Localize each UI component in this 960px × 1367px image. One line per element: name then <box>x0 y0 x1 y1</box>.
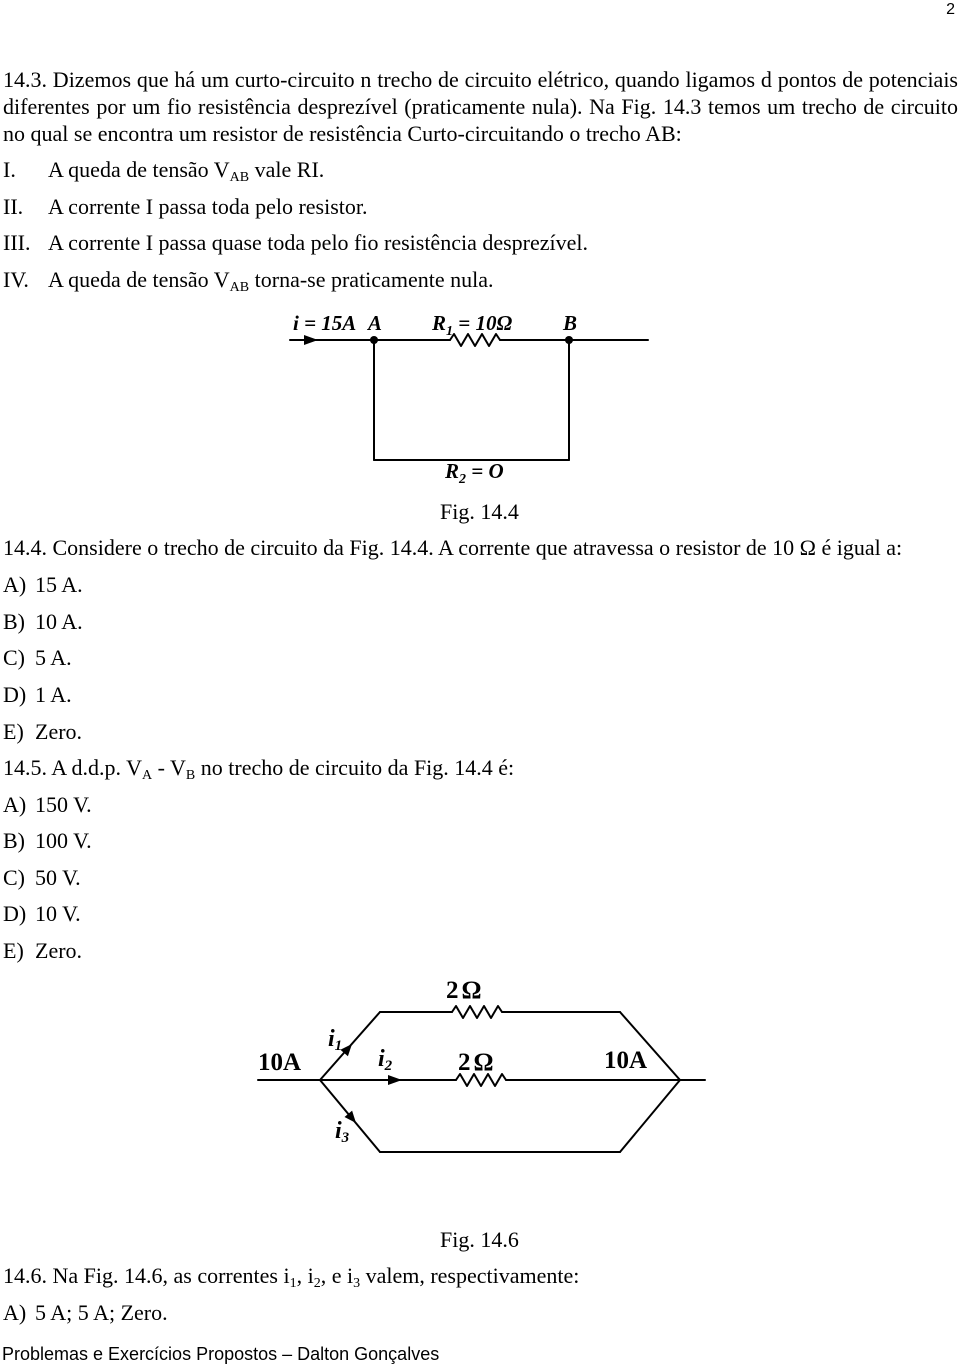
subscript: AB <box>229 170 250 185</box>
current-label: i = 15A <box>293 311 357 335</box>
q14-5-text-mid: - V <box>152 755 186 780</box>
r2-label-value: = O <box>466 459 504 483</box>
statement-text-pre: A queda de tensão V <box>48 157 230 182</box>
i1-label-subscript: 1 <box>334 1038 343 1054</box>
option-text: 100 V. <box>35 828 92 853</box>
r2-label <box>444 459 504 487</box>
option-letter: A) <box>3 1300 27 1325</box>
option-letter: D) <box>3 901 27 926</box>
option-text: 1 A. <box>35 682 72 707</box>
option-letter: E) <box>3 938 24 963</box>
output-current-label: 10A <box>604 1047 648 1074</box>
statement-text: A corrente I passa toda pelo resistor. <box>48 194 368 219</box>
option-text: 150 V. <box>35 792 92 817</box>
option-text: 10 V. <box>35 901 81 926</box>
statement-text-pre: A queda de tensão V <box>48 267 230 292</box>
statement-text <box>48 267 493 293</box>
i2-label-symbol: i <box>378 1046 385 1072</box>
q14-5-option-a <box>3 792 903 818</box>
q14-6-option-a <box>3 1300 903 1326</box>
statement-4 <box>3 267 903 293</box>
q14-3-line-1: 14.3. Dizemos que há um curto-circuito n trecho de circuito elétrico, quando ligamos d pontos de potenciais <box>3 67 958 92</box>
subscript: A <box>141 768 153 783</box>
q14-3-line-3: no qual se encontra um resistor de resistência Curto-circuitando o trecho AB: <box>3 121 682 146</box>
figure-14-4-caption: Fig. 14.4 <box>440 499 519 524</box>
i1-label <box>328 1026 342 1054</box>
i3-label-subscript: 3 <box>341 1130 350 1146</box>
option-letter: B) <box>3 609 25 634</box>
q14-4-option-b <box>3 609 903 635</box>
statement-number: II. <box>3 194 24 219</box>
figure-14-6-caption: Fig. 14.6 <box>440 1227 519 1252</box>
statement-number: I. <box>3 157 16 182</box>
statement-text <box>48 157 324 183</box>
page-number: 2 <box>946 1 955 18</box>
r2-label-symbol: R <box>445 459 460 483</box>
q14-5-text-post: no trecho de circuito da Fig. 14.4 é: <box>195 755 515 780</box>
q14-4-option-d <box>3 682 903 708</box>
current-arrow-head <box>304 335 318 345</box>
statement-1 <box>3 157 903 183</box>
q14-6-text-mid-2: , e i <box>320 1263 354 1288</box>
option-text: 5 A; 5 A; Zero. <box>35 1300 168 1325</box>
statement-number: III. <box>3 230 31 255</box>
q14-5-option-b <box>3 828 903 854</box>
q14-5-text <box>3 755 514 781</box>
option-letter: A) <box>3 572 27 597</box>
r1-label-subscript: 1 <box>446 324 454 339</box>
q14-6-text-post: valem, respectivamente: <box>360 1263 580 1288</box>
subscript: 3 <box>353 1276 361 1291</box>
r1-label <box>431 311 512 339</box>
resistor-r1 <box>450 334 500 346</box>
statement-2 <box>3 194 903 220</box>
subscript: AB <box>229 280 250 295</box>
option-text: Zero. <box>35 938 83 963</box>
node-b-label: B <box>563 311 578 335</box>
q14-6-text-pre: 14.6. Na Fig. 14.6, as correntes i <box>3 1263 290 1288</box>
option-letter: B) <box>3 828 25 853</box>
option-text: 15 A. <box>35 572 83 597</box>
option-letter: C) <box>3 645 25 670</box>
i3-label-symbol: i <box>335 1118 342 1144</box>
figure-14-4-circuit <box>270 300 670 490</box>
subscript: 1 <box>289 1276 297 1291</box>
statement-3 <box>3 230 903 256</box>
option-letter: A) <box>3 792 27 817</box>
option-text: 5 A. <box>35 645 72 670</box>
subscript: B <box>185 768 196 783</box>
statement-text-post: vale RI. <box>249 157 325 182</box>
i2-label-subscript: 2 <box>384 1058 393 1074</box>
i2-arrow-head <box>388 1075 402 1085</box>
i1-label-symbol: i <box>328 1026 335 1052</box>
node-a-label: A <box>368 311 383 335</box>
q14-5-option-d <box>3 901 903 927</box>
option-letter: D) <box>3 682 27 707</box>
q14-6-text-mid-1: , i <box>296 1263 314 1288</box>
bottom-right-diagonal-wire <box>620 1080 680 1152</box>
option-letter: E) <box>3 719 24 744</box>
option-text: 10 A. <box>35 609 83 634</box>
page-footer: Problemas e Exercícios Propostos – Dalton Gonçalves <box>2 1344 440 1364</box>
q14-5-option-e <box>3 938 903 964</box>
middle-resistor-label: 2Ω <box>458 1049 497 1076</box>
statement-text: A corrente I passa quase toda pelo fio resistência desprezível. <box>48 230 589 255</box>
r1-label-value: = 10Ω <box>453 311 513 335</box>
q14-4-option-a <box>3 572 903 598</box>
r1-label-symbol: R <box>432 311 447 335</box>
q14-5-text-pre: 14.5. A d.d.p. V <box>3 755 142 780</box>
q14-4-option-c <box>3 645 903 671</box>
q14-3-line-2: diferentes por um fio resistência desprezível (praticamente nula). Na Fig. 14.3 temos um trecho de circuito <box>3 94 958 119</box>
top-resistor <box>452 1006 502 1018</box>
option-text: 50 V. <box>35 865 81 890</box>
q14-4-text: 14.4. Considere o trecho de circuito da Fig. 14.4. A corrente que atravessa o resistor de 10 Ω é igual a: <box>3 535 903 560</box>
statement-number: IV. <box>3 267 29 292</box>
q14-4-option-e <box>3 719 903 745</box>
q14-5-option-c <box>3 865 903 891</box>
input-current-label: 10A <box>258 1049 302 1076</box>
i2-label <box>378 1046 393 1074</box>
q14-6-text <box>3 1263 579 1289</box>
i3-label <box>335 1118 350 1146</box>
r2-label-subscript: 2 <box>459 472 467 487</box>
top-resistor-label: 2Ω <box>446 977 485 1004</box>
figure-14-6-circuit <box>240 965 720 1165</box>
subscript: 2 <box>313 1276 321 1291</box>
statement-text-post: torna-se praticamente nula. <box>249 267 494 292</box>
option-letter: C) <box>3 865 25 890</box>
option-text: Zero. <box>35 719 83 744</box>
